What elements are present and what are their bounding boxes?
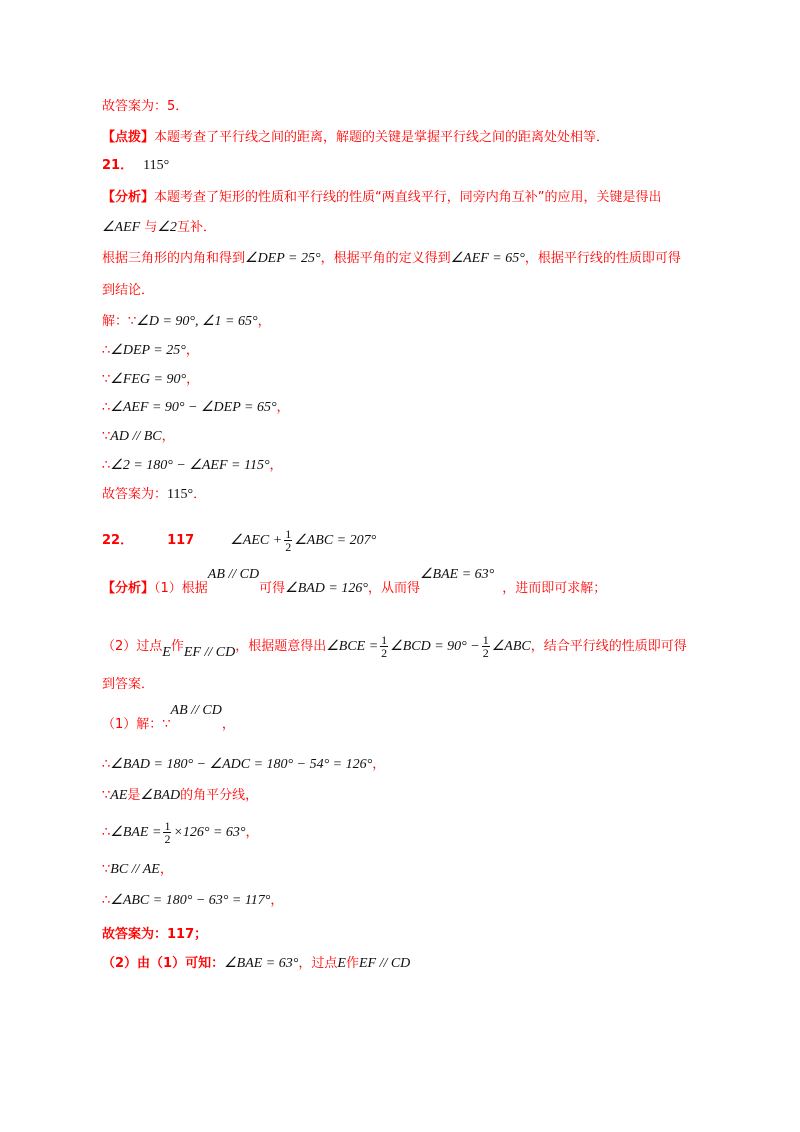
text: 故答案为：5． [102,99,189,114]
math: ∠2 = 180° − ∠AEF = 115° [110,458,270,473]
text: ， [372,757,386,772]
text: ，根据平角的定义得到 [320,251,451,266]
analysis-21-c [102,282,154,300]
numerator: 1 [482,633,489,647]
text: ∵ [102,429,111,444]
analysis-21-cont [102,219,216,237]
question-21 [102,157,169,175]
text: ， [257,314,271,329]
text: （2）过点 [102,639,163,654]
math: ∠AEF = 65° [450,251,525,266]
denominator: 2 [164,832,171,846]
math: E [162,645,171,660]
math: ∠BAE = [110,825,162,840]
math: ∠2 [157,220,177,235]
fraction [163,820,171,845]
text: ∴ [102,757,111,772]
analysis-21-b [102,250,681,268]
solution-step [102,820,259,845]
fraction [284,528,292,553]
math: ∠ABC = 180° − 63° = 117° [110,893,271,908]
line-hint [102,129,609,147]
math: AD // BC [110,429,162,444]
denominator: 2 [285,540,292,554]
math: EF // CD [358,956,411,971]
math: ∠D = 90°, ∠1 = 65° [136,314,258,329]
text: ， [161,429,175,444]
text: 到结论． [102,283,155,298]
text: 解：∵ [102,314,137,329]
solution-step [102,371,199,389]
answer-21 [102,486,206,504]
numerator: 1 [285,527,292,541]
text: 是 [127,788,141,803]
hint-tag: 【点拨】 [102,130,155,145]
text: （2）由（1）可知： [102,956,225,971]
text: 作 [170,639,184,654]
text: 故答案为：117； [102,927,208,942]
text: 可得 [259,581,286,596]
solution-step [102,342,199,360]
text: 的角平分线， [180,788,259,803]
text: ∵ [102,372,111,387]
solution-step [102,313,271,331]
text: （1）解：∵ [102,717,171,732]
analysis-tag: 【分析】 [102,581,155,596]
text: 到答案． [102,677,155,692]
text: 互补． [176,220,216,235]
text: ∴ [102,343,111,358]
text: 故答案为： [102,487,168,502]
question-number: 21． [102,158,134,173]
analysis-22-b [102,634,687,659]
text: ，进而即可求解； [502,581,607,596]
text: ∴ [102,400,111,415]
math: ∠AEF [102,220,141,235]
solution-step [102,457,283,475]
question-22 [102,528,376,553]
text: ，根据平行线的性质即可得 [524,251,681,266]
fraction [482,634,490,659]
analysis-22 [102,567,607,598]
text: 本题考查了平行线之间的距离，解题的关键是掌握平行线之间的距离处处相等． [154,130,610,145]
text: ， [276,400,290,415]
math: ∠BAD = 180° − ∠ADC = 180° − 54° = 126° [110,757,373,772]
text: ∴ [102,893,111,908]
text: ，过点 [298,956,338,971]
solution-step [102,892,283,910]
math: ∠BCD = 90° − [390,639,480,654]
numerator: 1 [164,819,171,833]
math: ∠AEC + [230,533,283,548]
text: ∵ [102,788,111,803]
text: ， [186,372,200,387]
analysis-22-c [102,676,154,694]
text: ∴ [102,825,111,840]
text: 与 [144,220,158,235]
text: ，结合平行线的性质即可得 [530,639,687,654]
text: （1）根据 [154,581,208,596]
solution-part-2 [102,955,410,973]
answer-22 [102,926,207,944]
numerator: 1 [381,633,388,647]
line-answer-5 [102,98,188,116]
fraction [380,634,388,659]
math: BC // AE [110,862,160,877]
math: ∠DEP = 25° [245,251,321,266]
math: ∠BAD [140,788,181,803]
math: AE [110,788,128,803]
text: ，根据题意得出 [235,639,327,654]
solution-step [102,428,175,446]
math: AB // CD [170,703,222,718]
solution-step [102,756,385,774]
text: 根据三角形的内角和得到 [102,251,246,266]
math: ∠FEG = 90° [110,372,187,387]
math: ∠BAE = 63° [419,567,495,582]
math: ∠DEP = 25° [110,343,186,358]
math: ∠BAE = 63° [224,956,299,971]
text: ， [159,862,173,877]
math: ∠BAD = 126° [285,581,368,596]
solution-step [102,861,173,879]
solution-step [102,399,290,417]
math: ∠AEF = 90° − ∠DEP = 65° [110,400,277,415]
denominator: 2 [381,646,388,660]
text: 本题考查了矩形的性质和平行线的性质“两直线平行，同旁内角互补”的应用，关键是得出 [154,190,662,205]
math: ∠BCE = [326,639,379,654]
text: ， [270,893,284,908]
math: ×126° = 63° [173,825,246,840]
solution-step [102,703,235,734]
answer-value: 115° [143,158,170,173]
answer-value: 117 [167,533,195,548]
solution-step [102,787,258,805]
analysis-21 [102,189,662,207]
math: EF // CD [183,645,236,660]
text: ， [185,343,199,358]
math: ∠ABC [491,639,531,654]
math: 115° [167,487,194,502]
text: ∵ [102,862,111,877]
math: AB // CD [207,567,260,582]
text: ，从而得 [367,581,420,596]
question-number: 22． [102,533,134,548]
math: ∠ABC = 207° [294,533,377,548]
text: ， [269,458,283,473]
analysis-tag: 【分析】 [102,190,155,205]
text: ， [245,825,259,840]
denominator: 2 [482,646,489,660]
text: ． [193,487,207,502]
text: ， [221,717,235,732]
text: ∴ [102,458,111,473]
math: E [337,956,346,971]
text: 作 [345,956,359,971]
